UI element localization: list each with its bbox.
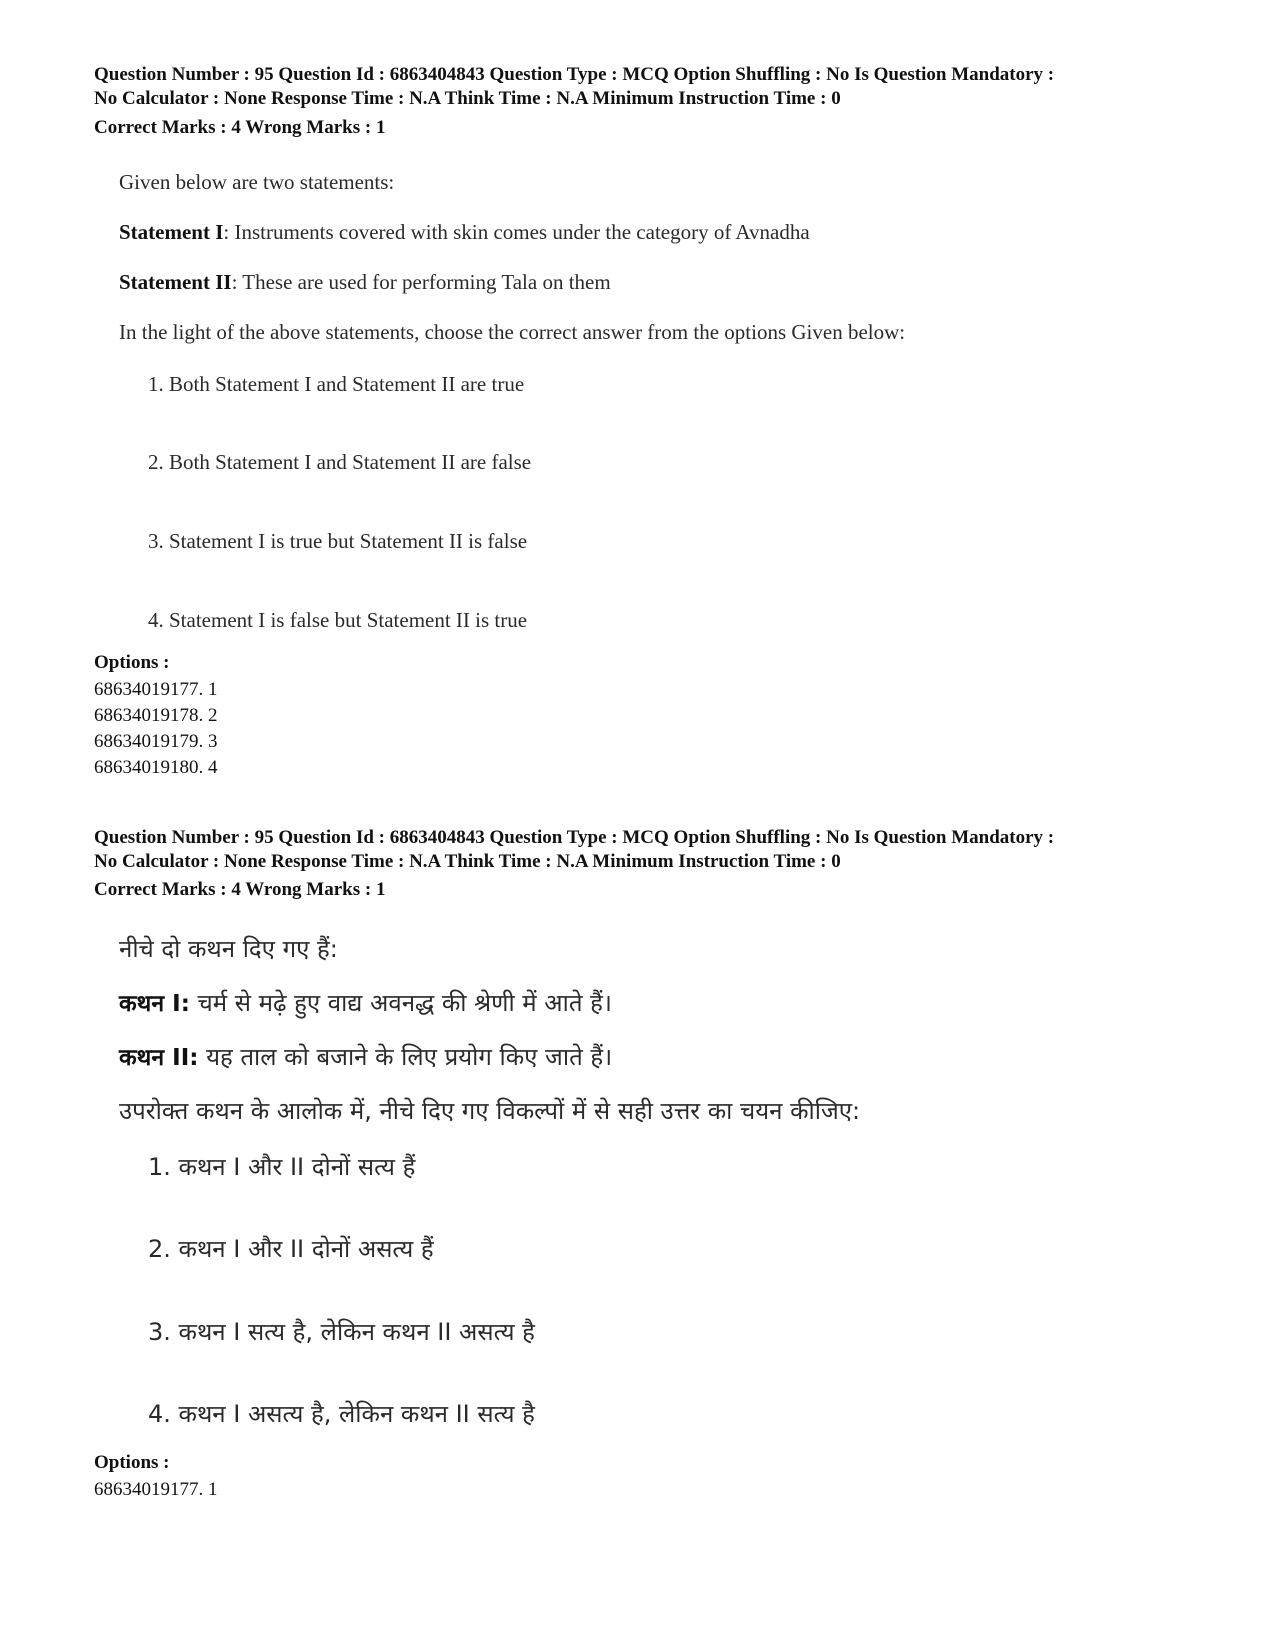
- marks-line: Correct Marks : 4 Wrong Marks : 1: [94, 879, 386, 900]
- statement-1-text: चर्म से मढ़े हुए वाद्य अवनद्ध की श्रेणी में आते हैं।: [189, 989, 612, 1017]
- choice-2: 2. Both Statement I and Statement II are false: [148, 450, 532, 474]
- statement-2-label: Statement II: [119, 270, 232, 294]
- meta-line-1: Question Number : 95 Question Id : 6863404843 Question Type : MCQ Option Shuffling : No Is Question Mandatory :: [94, 827, 1055, 848]
- choice-2: 2. कथन I और II दोनों असत्य हैं: [148, 1235, 434, 1263]
- intro-text: नीचे दो कथन दिए गए हैं:: [119, 935, 338, 963]
- choice-4: 4. Statement I is false but Statement II is true: [148, 608, 528, 632]
- statement-1-text: : Instruments covered with skin comes under the category of Avnadha: [223, 220, 810, 244]
- question-meta: [94, 826, 1244, 874]
- meta-line-1: Question Number : 95 Question Id : 6863404843 Question Type : MCQ Option Shuffling : No Is Question Mandatory :: [94, 64, 1055, 85]
- statement-1-label: Statement I: [119, 220, 224, 244]
- choice-4: 4. कथन I असत्य है, लेकिन कथन II सत्य है: [148, 1400, 535, 1428]
- statement-2-label: कथन II:: [119, 1045, 199, 1071]
- statement-2: [119, 270, 611, 295]
- option-id-4: 68634019180. 4: [94, 757, 218, 778]
- option-id-3: 68634019179. 3: [94, 731, 218, 752]
- statement-2-text: : These are used for performing Tala on them: [231, 270, 611, 294]
- options-label: Options :: [94, 1452, 170, 1473]
- meta-line-2: No Calculator : None Response Time : N.A Think Time : N.A Minimum Instruction Time : 0: [94, 88, 841, 109]
- marks-line: Correct Marks : 4 Wrong Marks : 1: [94, 117, 386, 138]
- choice-3: 3. Statement I is true but Statement II is false: [148, 529, 528, 553]
- option-id-1: 68634019177. 1: [94, 1479, 218, 1500]
- meta-line-2: No Calculator : None Response Time : N.A Think Time : N.A Minimum Instruction Time : 0: [94, 851, 841, 872]
- option-id-2: 68634019178. 2: [94, 705, 218, 726]
- statement-2: [119, 1040, 612, 1073]
- statement-1: [119, 986, 612, 1019]
- prompt-text: In the light of the above statements, choose the correct answer from the options Given below:: [119, 320, 906, 344]
- statement-1-label: कथन I:: [119, 991, 190, 1017]
- statement-2-text: यह ताल को बजाने के लिए प्रयोग किए जाते हैं।: [198, 1043, 613, 1071]
- intro-text: Given below are two statements:: [119, 170, 395, 194]
- question-meta: [94, 63, 1244, 111]
- choice-1: 1. Both Statement I and Statement II are true: [148, 372, 525, 396]
- statement-1: [119, 220, 810, 245]
- choice-3: 3. कथन I सत्य है, लेकिन कथन II असत्य है: [148, 1318, 535, 1346]
- prompt-text: उपरोक्त कथन के आलोक में, नीचे दिए गए विकल्पों में से सही उत्तर का चयन कीजिए:: [119, 1097, 861, 1125]
- choice-1: 1. कथन I और II दोनों सत्य हैं: [148, 1153, 416, 1181]
- option-id-1: 68634019177. 1: [94, 679, 218, 700]
- options-label: Options :: [94, 652, 170, 673]
